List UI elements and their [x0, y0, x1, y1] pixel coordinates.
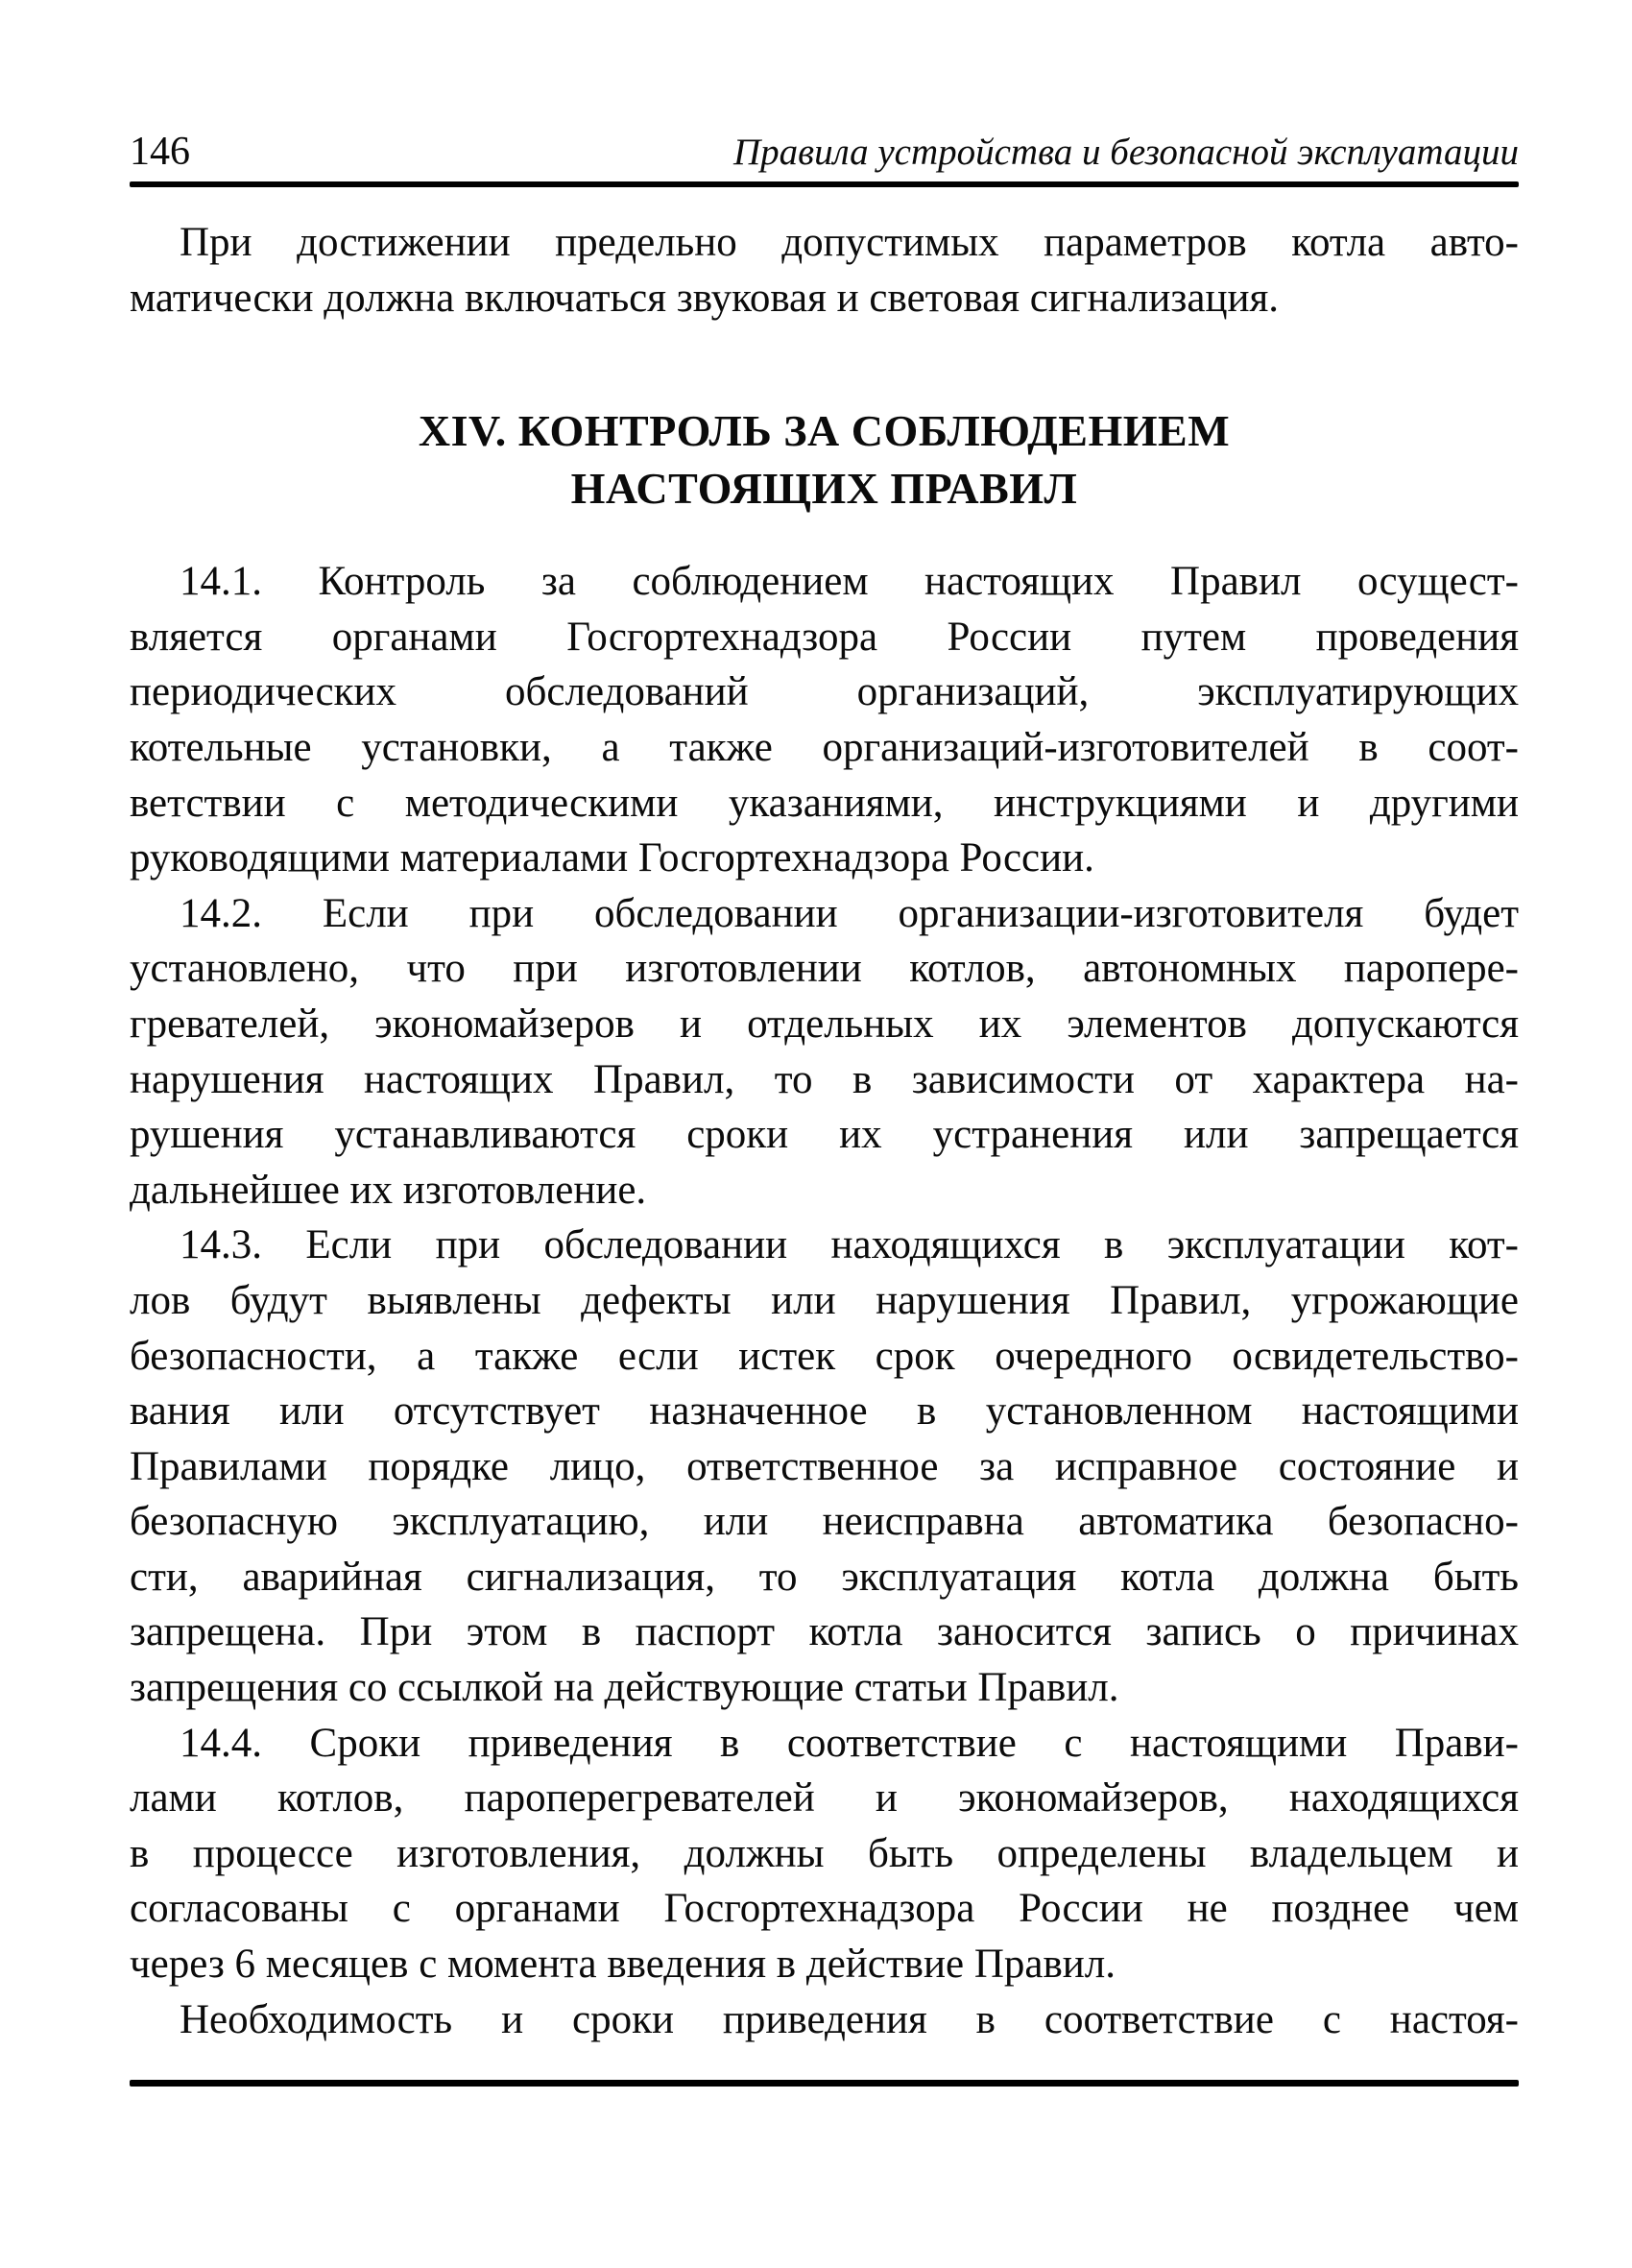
text-line: нарушения настоящих Правил, то в зависимости от характера на- — [130, 1056, 1519, 1102]
page-number: 146 — [130, 130, 190, 174]
running-title: Правила устройства и безопасной эксплуатации — [733, 132, 1519, 173]
paragraph-14-3 — [130, 1218, 1519, 1715]
text-line: периодических обследований организаций, эксплуатирующих — [130, 669, 1519, 715]
text-line: безопасную эксплуатацию, или неисправна автоматика безопасно- — [130, 1499, 1519, 1545]
text-line: При достижении предельно допустимых параметров котла авто- — [180, 220, 1519, 265]
paragraph-14-1 — [130, 554, 1519, 886]
paragraph-14-2 — [130, 886, 1519, 1218]
section-heading-line: XIV. КОНТРОЛЬ ЗА СОБЛЮДЕНИЕМ — [418, 406, 1231, 456]
text-line: вания или отсутствует назначенное в установленном настоящими — [130, 1388, 1519, 1435]
text-line: руководящими материалами Госгортехнадзора России. — [130, 835, 1094, 881]
text-line: запрещена. При этом в паспорт котла заносится запись о причинах — [130, 1609, 1519, 1655]
text-line: дальнейшее их изготовление. — [130, 1167, 647, 1213]
section-heading — [130, 402, 1519, 518]
text-line: рушения устанавливаются сроки их устранения или запрещается — [130, 1112, 1519, 1158]
text-line: 14.4. Сроки приведения в соответствие с настоящими Прави- — [180, 1720, 1519, 1766]
text-line: 14.3. Если при обследовании находящихся в эксплуатации кот- — [180, 1222, 1519, 1268]
text-block — [130, 215, 1519, 2047]
text-line: ветствии с методическими указаниями, инструкциями и другими — [130, 780, 1519, 826]
section-heading-line: НАСТОЯЩИХ ПРАВИЛ — [570, 464, 1078, 514]
text-line: вляется органами Госгортехнадзора России путем проведения — [130, 614, 1519, 660]
text-line: сти, аварийная сигнализация, то эксплуатация котла должна быть — [130, 1554, 1519, 1600]
text-line: установлено, что при изготовлении котлов, автономных паропере- — [130, 946, 1519, 992]
text-line: 14.1. Контроль за соблюдением настоящих Правил осущест- — [180, 559, 1519, 605]
text-line: котельные установки, а также организаций-изготовителей в соот- — [130, 724, 1519, 770]
intro-paragraph — [130, 215, 1519, 326]
paragraph-14-4 — [130, 1716, 1519, 1992]
text-line: 14.2. Если при обследовании организации-изготовителя будет — [180, 890, 1519, 936]
text-line: матически должна включаться звуковая и световая сигнализация. — [130, 275, 1280, 321]
page-header — [130, 131, 1519, 174]
text-line: гревателей, экономайзеров и отдельных их элементов допускаются — [130, 1001, 1519, 1047]
text-line: лами котлов, пароперегревателей и экономайзеров, находящихся — [130, 1775, 1519, 1822]
trailing-paragraph — [130, 1992, 1519, 2048]
text-line: лов будут выявлены дефекты или нарушения Правил, угрожающие — [130, 1277, 1519, 1323]
footer-rule — [130, 2080, 1519, 2087]
text-line: через 6 месяцев с момента введения в действие Правил. — [130, 1942, 1116, 1988]
text-line: Правилами порядке лицо, ответственное за исправное состояние и — [130, 1443, 1519, 1489]
text-line: безопасности, а также если истек срок очередного освидетельство- — [130, 1333, 1519, 1379]
text-line: запрещения со ссылкой на действующие статьи Правил. — [130, 1665, 1119, 1711]
header-rule — [130, 181, 1519, 187]
text-line: в процессе изготовления, должны быть определены владельцем и — [130, 1830, 1519, 1876]
text-line: согласованы с органами Госгортехнадзора России не позднее чем — [130, 1886, 1519, 1932]
text-line: Необходимость и сроки приведения в соответствие с настоя- — [180, 1996, 1519, 2042]
